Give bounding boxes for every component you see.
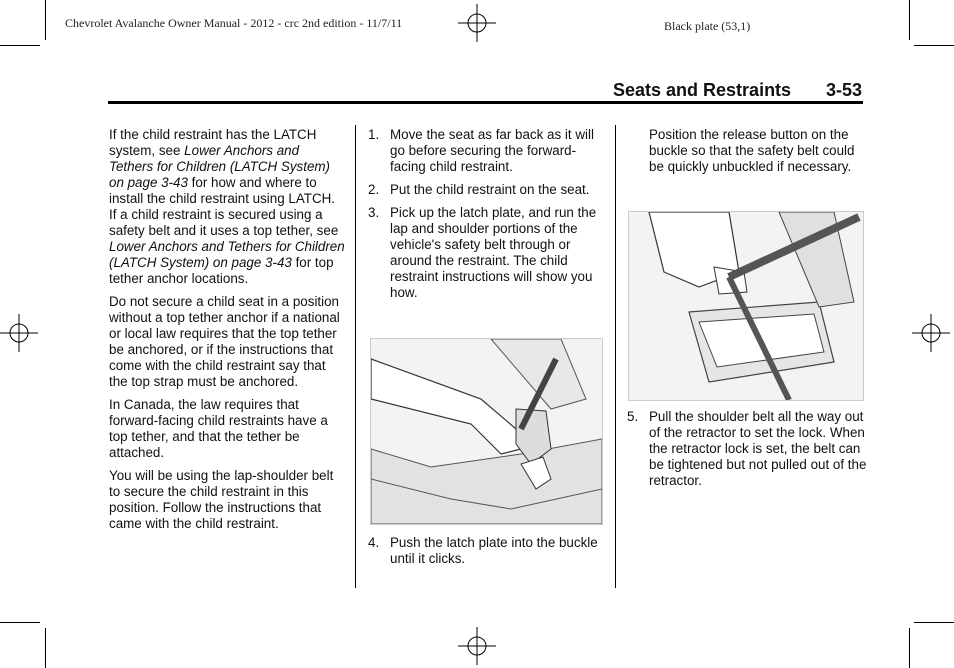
column-2 bbox=[368, 127, 604, 308]
list-item: 2. Put the child restraint on the seat. bbox=[368, 182, 590, 197]
column-divider bbox=[615, 125, 616, 588]
column-3 bbox=[627, 127, 867, 182]
page-number: 3-53 bbox=[826, 80, 863, 100]
steps-list bbox=[368, 127, 604, 301]
registration-mark-icon bbox=[0, 314, 38, 352]
print-header-right: Black plate (53,1) bbox=[664, 19, 751, 33]
paragraph: In Canada, the law requires that forward-facing child restraints have a top tether, and that the tether be attached. bbox=[109, 397, 328, 460]
steps-list bbox=[368, 535, 604, 567]
print-header-left: Chevrolet Avalanche Owner Manual - 2012 - crc 2nd edition - 11/7/11 bbox=[65, 16, 403, 30]
list-item: 4. Push the latch plate into the buckle until it clicks. bbox=[368, 535, 598, 566]
crop-mark bbox=[914, 45, 954, 46]
registration-mark-icon bbox=[458, 4, 496, 42]
crop-mark bbox=[45, 628, 46, 668]
crop-mark bbox=[0, 45, 40, 46]
crop-mark bbox=[45, 0, 46, 40]
column-divider bbox=[355, 125, 356, 588]
paragraph: You will be using the lap-shoulder belt to secure the child restraint in this position. Follow the instructions that came with the child restraint. bbox=[109, 468, 334, 531]
registration-mark-icon bbox=[458, 627, 496, 665]
list-item: 5. Pull the shoulder belt all the way out of the retractor to set the lock. When the retractor lock is set, the belt can be tightened but not pulled out of the retractor. bbox=[627, 409, 867, 488]
header-rule bbox=[108, 101, 863, 104]
column-1 bbox=[109, 127, 345, 539]
paragraph: Do not secure a child seat in a position without a top tether anchor if a national or local law requires that the top tether be anchored, or if the instructions that come with the child restraint say that the top strap must be anchored. bbox=[109, 294, 340, 389]
column-2-lower bbox=[368, 535, 604, 574]
section-title: Seats and Restraints bbox=[613, 80, 792, 100]
crop-mark bbox=[909, 628, 910, 668]
crop-mark bbox=[909, 0, 910, 40]
latch-plate-illustration bbox=[370, 338, 603, 525]
paragraph: Position the release button on the buckle so that the safety belt could be quickly unbuckled if necessary. bbox=[649, 127, 855, 174]
list-item: 1. Move the seat as far back as it will go before securing the forward-facing child restraint. bbox=[368, 127, 594, 174]
list-item: 3. Pick up the latch plate, and run the lap and shoulder portions of the vehicle's safety belt through or around the restraint. The child restraint instructions will show you how. bbox=[368, 205, 597, 300]
crop-mark bbox=[0, 622, 40, 623]
registration-mark-icon bbox=[912, 314, 950, 352]
cross-reference: Lower Anchors and Tethers for Children (LATCH System) on page 3-43 bbox=[109, 143, 331, 190]
crop-mark bbox=[914, 622, 954, 623]
paragraph: If the child restraint has the LATCH system, see Lower Anchors and Tethers for Children (LATCH System) on page 3-43 for how and where to install the child restraint using LATCH. If a child restraint is secured using a safety belt and it uses a top tether, see Lower Anchors and Tethers for Children (LATCH System) on page 3-43 for top tether anchor locations. bbox=[109, 127, 345, 286]
steps-list bbox=[627, 409, 867, 489]
cross-reference: Lower Anchors and Tethers for Children (LATCH System) on page 3-43 bbox=[109, 239, 345, 270]
shoulder-belt-illustration bbox=[628, 211, 864, 401]
column-3-lower bbox=[627, 409, 867, 496]
